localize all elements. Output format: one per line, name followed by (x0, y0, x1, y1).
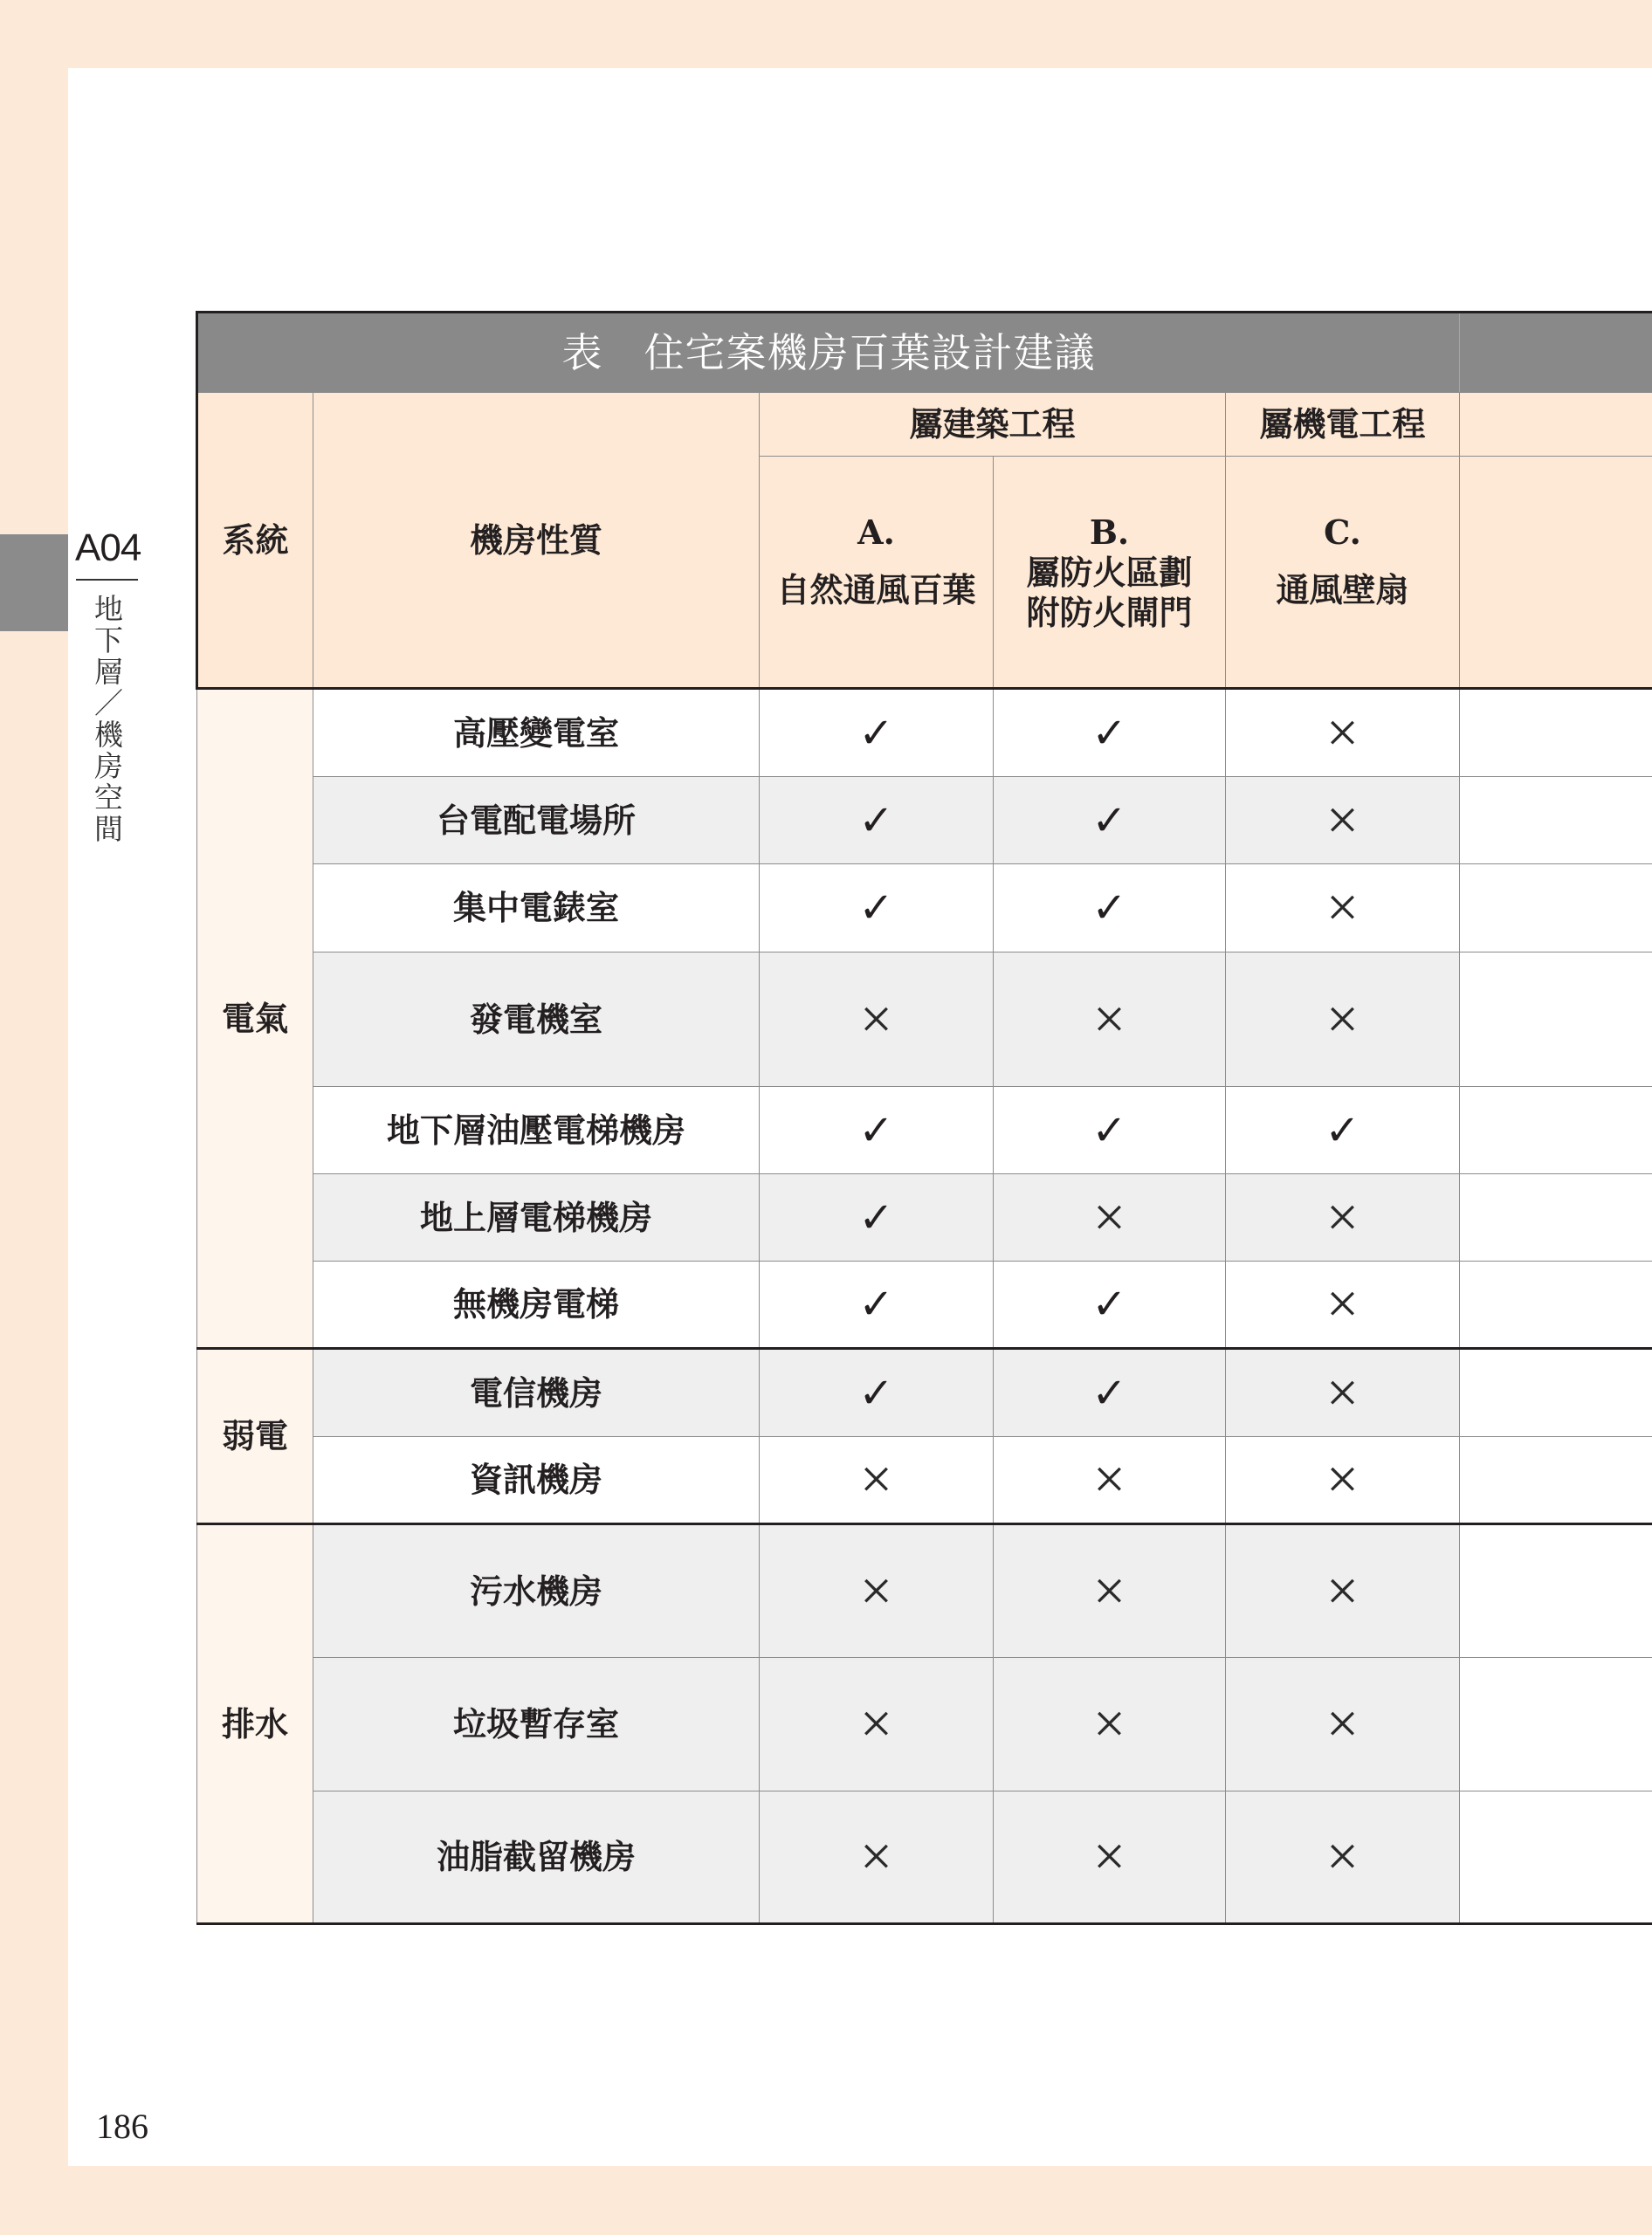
empty-cell (1460, 1791, 1652, 1924)
table-title-row (197, 313, 1652, 393)
mark-cell-c: × (1226, 952, 1460, 1087)
room-type-cell: 地下層油壓電梯機房 (313, 1087, 760, 1174)
table-row (197, 952, 1652, 1087)
mark-cell-a: × (760, 1437, 994, 1524)
room-type-cell: 無機房電梯 (313, 1262, 760, 1349)
column-a-letter: A. (857, 512, 895, 552)
header-column-b (994, 457, 1226, 689)
mark-cell-c: × (1226, 1524, 1460, 1658)
header-column-c (1226, 457, 1460, 689)
empty-cell (1460, 1087, 1652, 1174)
mark-cell-c: × (1226, 689, 1460, 777)
table-title: 表 住宅案機房百葉設計建議 (197, 313, 1460, 393)
header-row-1 (197, 393, 1652, 457)
empty-cell (1460, 1437, 1652, 1524)
mark-cell-a: ✓ (760, 1349, 994, 1437)
mark-cell-a: ✓ (760, 1174, 994, 1262)
room-type-cell: 油脂截留機房 (313, 1791, 760, 1924)
mark-cell-b: × (994, 952, 1226, 1087)
empty-cell (1460, 689, 1652, 777)
empty-cell (1460, 777, 1652, 864)
mark-cell-a: ✓ (760, 1262, 994, 1349)
header-column-a (760, 457, 994, 689)
room-type-cell: 發電機室 (313, 952, 760, 1087)
table-row (197, 1262, 1652, 1349)
column-a-label: 自然通風百葉 (776, 570, 976, 609)
mark-cell-b: ✓ (994, 689, 1226, 777)
header-group-architecture: 屬建築工程 (760, 393, 1226, 457)
table-row (197, 1349, 1652, 1437)
table-row (197, 777, 1652, 864)
room-type-cell: 集中電錶室 (313, 864, 760, 952)
mark-cell-c: ✓ (1226, 1087, 1460, 1174)
mark-cell-b: × (994, 1658, 1226, 1791)
mark-cell-c: × (1226, 777, 1460, 864)
mark-cell-a: ✓ (760, 864, 994, 952)
column-b-label-line-2: 附防火閘門 (1026, 593, 1193, 632)
chapter-title-vertical: 地下層／機房空間 (90, 594, 124, 845)
mark-cell-a: ✓ (760, 689, 994, 777)
room-type-cell: 資訊機房 (313, 1437, 760, 1524)
header-empty-cell (1460, 457, 1652, 689)
empty-cell (1460, 1524, 1652, 1658)
system-cell: 弱電 (197, 1349, 313, 1524)
empty-cell (1460, 864, 1652, 952)
louver-design-table (196, 311, 1652, 1925)
mark-cell-a: × (760, 1791, 994, 1924)
chapter-code: A04 (75, 526, 141, 569)
mark-cell-c: × (1226, 1791, 1460, 1924)
column-b-label-line-1: 屬防火區劃 (1026, 553, 1193, 592)
system-cell: 電氣 (197, 689, 313, 1349)
table-row (197, 1791, 1652, 1924)
mark-cell-b: ✓ (994, 777, 1226, 864)
mark-cell-a: × (760, 1658, 994, 1791)
column-b-letter: B. (1089, 512, 1130, 552)
mark-cell-a: × (760, 1524, 994, 1658)
empty-cell (1460, 952, 1652, 1087)
mark-cell-b: ✓ (994, 864, 1226, 952)
column-c-label: 通風壁扇 (1276, 570, 1409, 609)
empty-cell (1460, 1174, 1652, 1262)
mark-cell-c: × (1226, 1349, 1460, 1437)
chapter-code-underline (76, 579, 138, 581)
room-type-cell: 電信機房 (313, 1349, 760, 1437)
mark-cell-c: × (1226, 1174, 1460, 1262)
room-type-cell: 台電配電場所 (313, 777, 760, 864)
mark-cell-b: ✓ (994, 1262, 1226, 1349)
system-cell: 排水 (197, 1524, 313, 1924)
table-row (197, 1174, 1652, 1262)
mark-cell-c: × (1226, 1262, 1460, 1349)
page-number: 186 (96, 2107, 148, 2146)
room-type-cell: 高壓變電室 (313, 689, 760, 777)
room-type-cell: 地上層電梯機房 (313, 1174, 760, 1262)
title-empty-cell (1460, 313, 1652, 393)
mark-cell-b: × (994, 1791, 1226, 1924)
table-row (197, 1087, 1652, 1174)
mark-cell-c: × (1226, 864, 1460, 952)
mark-cell-c: × (1226, 1658, 1460, 1791)
mark-cell-c: × (1226, 1437, 1460, 1524)
room-type-cell: 垃圾暫存室 (313, 1658, 760, 1791)
mark-cell-a: ✓ (760, 777, 994, 864)
mark-cell-a: × (760, 952, 994, 1087)
mark-cell-b: × (994, 1174, 1226, 1262)
mark-cell-b: ✓ (994, 1087, 1226, 1174)
header-system: 系統 (197, 393, 313, 689)
header-group-mep: 屬機電工程 (1226, 393, 1460, 457)
header-room-type: 機房性質 (313, 393, 760, 689)
mark-cell-b: ✓ (994, 1349, 1226, 1437)
empty-cell (1460, 1349, 1652, 1437)
table-row (197, 689, 1652, 777)
mark-cell-b: × (994, 1437, 1226, 1524)
mark-cell-a: ✓ (760, 1087, 994, 1174)
table-row (197, 1658, 1652, 1791)
table-row (197, 1437, 1652, 1524)
column-c-letter: C. (1324, 512, 1361, 552)
mark-cell-b: × (994, 1524, 1226, 1658)
table-row (197, 864, 1652, 952)
table-row (197, 1524, 1652, 1658)
empty-cell (1460, 1262, 1652, 1349)
header-empty-cell (1460, 393, 1652, 457)
chapter-tab-marker (0, 534, 68, 631)
empty-cell (1460, 1658, 1652, 1791)
room-type-cell: 污水機房 (313, 1524, 760, 1658)
